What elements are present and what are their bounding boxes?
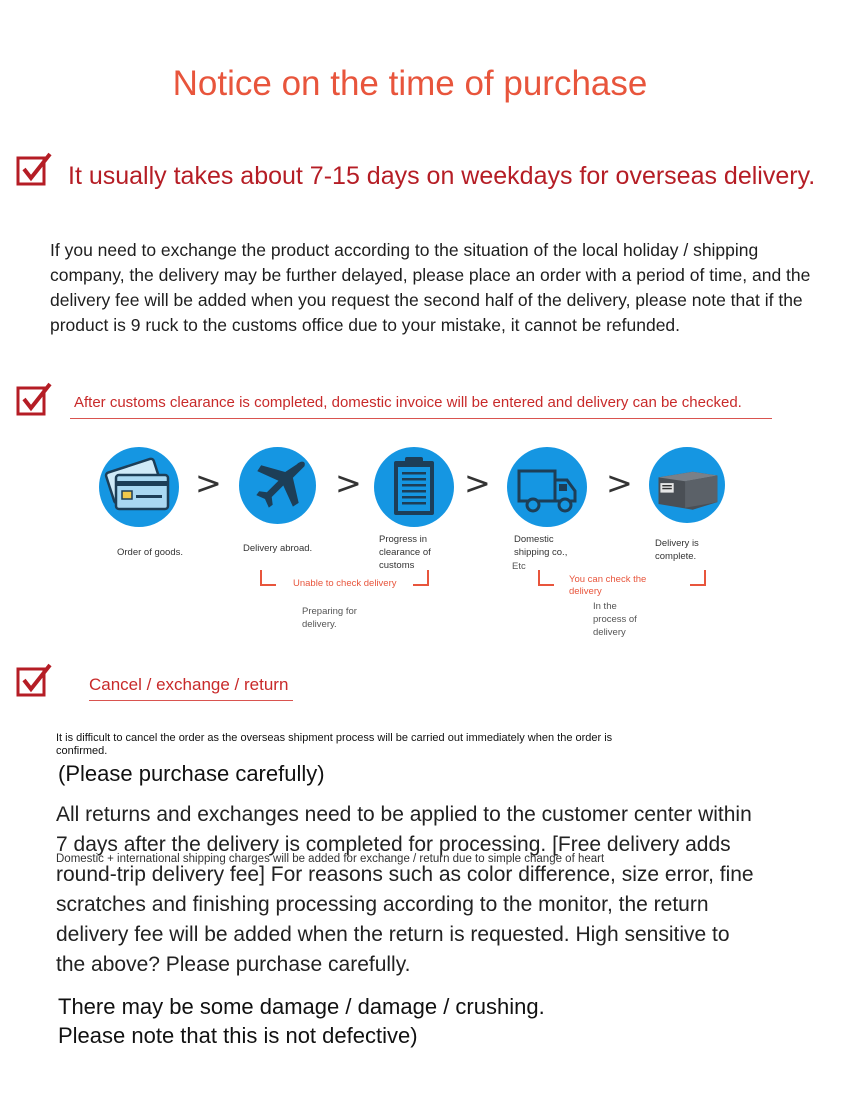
step-order-label: Order of goods. bbox=[117, 547, 184, 558]
unable-check-note: Unable to check delivery bbox=[293, 578, 397, 589]
cancel-exchange-heading: Cancel / exchange / return bbox=[89, 675, 289, 694]
truck-icon bbox=[507, 447, 587, 527]
step-arrow: > bbox=[195, 464, 222, 502]
delivery-delay-paragraph: If you need to exchange the product according to the situation of the local holiday / shipping company, the delivery may be further delayed, please place an order with a period of time, and the delivery fee will be added when you request the second half of the delivery, please note that if the product is 9 ruck to the customs office due to your mistake, it cannot be refunded. bbox=[50, 240, 811, 335]
damage-line-2: Please note that this is not defective) bbox=[58, 1023, 418, 1048]
in-process-note: In the process of delivery bbox=[593, 601, 637, 638]
shipping-charges-note: Domestic + international shipping charges will be added for exchange / return due to simple change of heart bbox=[56, 853, 605, 865]
preparing-note: Preparing for delivery. bbox=[302, 606, 357, 630]
step-customs bbox=[374, 447, 454, 527]
step-domestic-shipping bbox=[507, 447, 587, 527]
credit-card-icon bbox=[99, 447, 179, 527]
checkbox-checked-icon bbox=[16, 152, 52, 188]
airplane-icon bbox=[239, 447, 316, 524]
bracket-left bbox=[538, 570, 554, 586]
step-domestic-shipping-etc: Etc bbox=[512, 561, 526, 572]
cancel-difficulty-note: It is difficult to cancel the order as the overseas shipment process will be carried out immediately when the order is confirmed. bbox=[56, 732, 613, 757]
step-arrow: > bbox=[464, 464, 491, 502]
step-delivery-complete-label: Delivery is complete. bbox=[655, 538, 699, 562]
heading-underline bbox=[70, 418, 772, 419]
heading-underline bbox=[89, 700, 293, 701]
step-arrow: > bbox=[335, 464, 362, 502]
page-title: Notice on the time of purchase bbox=[172, 64, 648, 103]
clipboard-icon bbox=[374, 447, 454, 527]
damage-line-1: There may be some damage / damage / crushing. bbox=[58, 994, 545, 1019]
purchase-carefully-note: (Please purchase carefully) bbox=[58, 761, 325, 786]
can-check-note: You can check the delivery bbox=[569, 574, 647, 597]
package-icon bbox=[649, 447, 725, 523]
step-domestic-shipping-label: Domestic shipping co., bbox=[514, 534, 568, 558]
returns-policy-text: All returns and exchanges need to be applied to the customer center within 7 days after the delivery is completed for processing. [Free delivery adds round-trip delivery fee] For reasons such as color difference, size error, fine scratches and finishing processing according to the monitor, the return delivery fee will be added when the return is requested. High sensitive to the above? Please purchase carefully. bbox=[56, 803, 754, 976]
step-delivery-abroad bbox=[239, 447, 316, 524]
bracket-right bbox=[413, 570, 429, 586]
step-delivery-complete bbox=[649, 447, 725, 523]
step-delivery-abroad-label: Delivery abroad. bbox=[243, 543, 313, 554]
damage-notice bbox=[58, 992, 758, 1050]
customs-clearance-heading: After customs clearance is completed, domestic invoice will be entered and delivery can be checked. bbox=[74, 394, 742, 411]
checkbox-checked-icon bbox=[16, 382, 52, 418]
step-customs-label: Progress in clearance of customs bbox=[379, 534, 431, 571]
bracket-right bbox=[690, 570, 706, 586]
delivery-time-heading: It usually takes about 7-15 days on weekdays for overseas delivery. bbox=[68, 162, 816, 190]
bracket-left bbox=[260, 570, 276, 586]
step-order bbox=[99, 447, 179, 527]
checkbox-checked-icon bbox=[16, 663, 52, 699]
step-arrow: > bbox=[606, 464, 633, 502]
